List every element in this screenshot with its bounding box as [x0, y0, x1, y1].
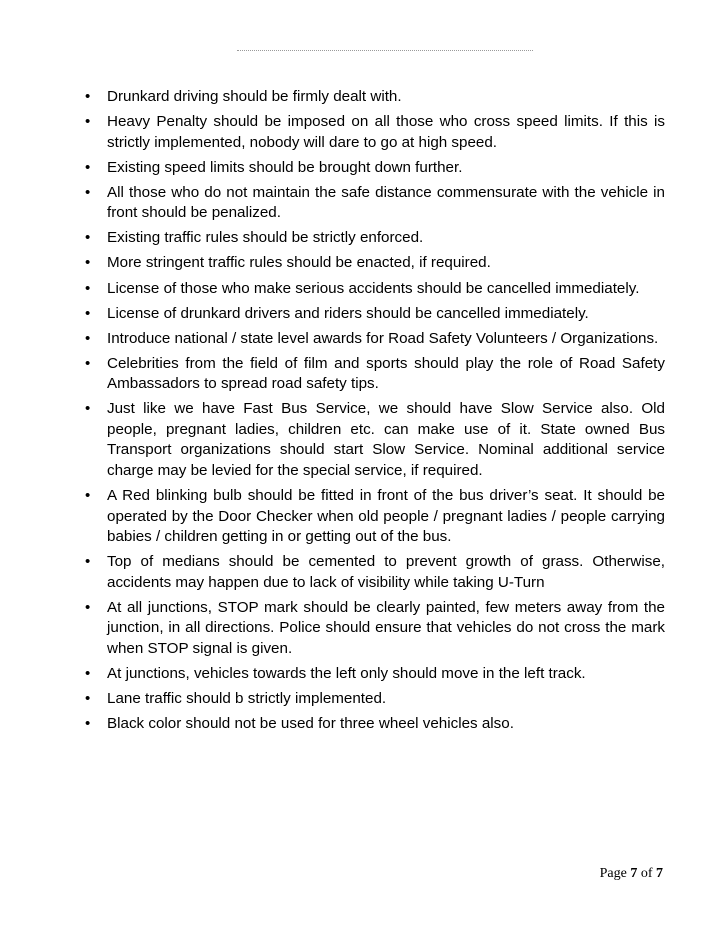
list-item: [83, 552, 665, 593]
header-divider: [237, 50, 533, 51]
list-item: [83, 486, 665, 548]
list-item: [83, 399, 665, 481]
bullet-icon: •: [85, 113, 91, 131]
bullet-icon: •: [85, 598, 91, 616]
page-total: 7: [656, 866, 663, 881]
bullet-icon: •: [85, 354, 91, 372]
bullet-icon: •: [85, 689, 91, 707]
bullet-icon: •: [85, 279, 91, 297]
bullet-icon: •: [85, 553, 91, 571]
list-item: [83, 664, 665, 685]
list-item-text: Top of medians should be cemented to prevent growth of grass. Otherwise, accidents may happen due to lack of visibility while taking U-Turn: [107, 553, 665, 591]
of-word: of: [640, 866, 653, 881]
list-item: [83, 253, 665, 274]
list-item-text: Introduce national / state level awards for Road Safety Volunteers / Organizations.: [107, 329, 659, 347]
list-item: [83, 304, 665, 325]
list-item-text: Celebrities from the field of film and sports should play the role of Road Safety Ambassadors to spread road safety tips.: [107, 354, 665, 393]
list-item: [83, 279, 665, 300]
bullet-icon: •: [85, 329, 91, 347]
bullet-icon: •: [85, 254, 91, 272]
list-item-text: Drunkard driving should be firmly dealt with.: [107, 88, 402, 105]
list-item: [83, 183, 665, 224]
list-item: [83, 598, 665, 660]
list-item-text: A Red blinking bulb should be fitted in front of the bus driver’s seat. It should be operated by the Door Checker when old people / pregnant ladies / people carrying babies / children getting in or getting out of the bus.: [107, 487, 665, 546]
list-item-text: More stringent traffic rules should be enacted, if required.: [107, 254, 491, 272]
list-item: [83, 228, 665, 249]
page-current: 7: [630, 866, 638, 881]
bullet-icon: •: [85, 715, 91, 732]
list-item-text: License of those who make serious accidents should be cancelled immediately.: [107, 279, 640, 297]
list-item: [83, 689, 665, 710]
bullet-icon: •: [85, 487, 91, 505]
bullet-icon: •: [85, 664, 91, 682]
list-item: [83, 714, 665, 735]
list-item-text: Heavy Penalty should be imposed on all those who cross speed limits. If this is strictly implemented, nobody will dare to go at high speed.: [107, 113, 665, 151]
bullet-icon: •: [85, 304, 91, 322]
list-item: [83, 87, 665, 108]
list-item-text: Lane traffic should b strictly implemented.: [107, 689, 387, 707]
bullet-icon: •: [85, 400, 91, 418]
list-item-text: Existing traffic rules should be strictly enforced.: [107, 229, 424, 247]
list-item: [83, 158, 665, 179]
bullet-icon: •: [85, 183, 91, 201]
list-item-text: At all junctions, STOP mark should be clearly painted, few meters away from the junction, in all directions. Police should ensure that vehicles do not cross the mark when STOP signal is given.: [107, 598, 665, 657]
recommendation-list: [83, 87, 665, 739]
bullet-icon: •: [85, 229, 91, 247]
bullet-icon: •: [85, 158, 91, 176]
bullet-icon: •: [85, 88, 91, 105]
list-item-text: Existing speed limits should be brought down further.: [107, 158, 463, 176]
list-item: [83, 112, 665, 153]
list-item-text: All those who do not maintain the safe distance commensurate with the vehicle in front should be penalized.: [107, 183, 665, 222]
list-item: [83, 354, 665, 395]
page-word: Page: [599, 866, 627, 881]
list-item-text: Black color should not be used for three wheel vehicles also.: [107, 715, 514, 732]
list-item-text: Just like we have Fast Bus Service, we should have Slow Service also. Old people, pregnant ladies, children etc. can make use of it. State owned Bus Transport organizations should start Slow Service. Nominal additional service charge may be levied for the special service, if required.: [107, 400, 665, 479]
list-item-text: License of drunkard drivers and riders should be cancelled immediately.: [107, 304, 589, 322]
list-item: [83, 329, 665, 350]
page-number: [600, 866, 663, 882]
list-item-text: At junctions, vehicles towards the left only should move in the left track.: [107, 664, 586, 682]
